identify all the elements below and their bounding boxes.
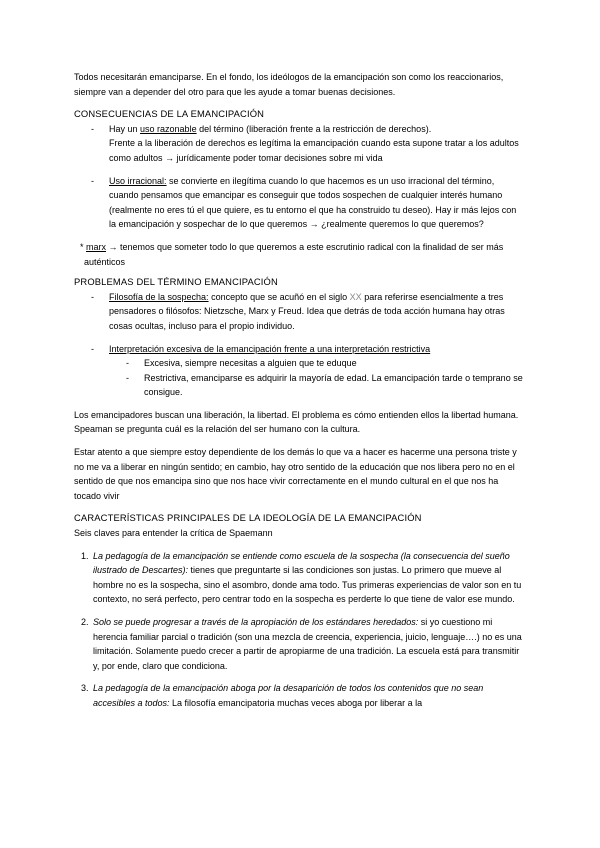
item-text: si yo cuestiono mi herencia familiar parcial o tradición (son una mezcla de creencia, experiencia, juicio, lenguaje….) no es una limitación. Solamente puedo crecer a partir de apropiarme de una tradición. La escuela está para transmitir y, por ende, claro que condiciona. [93,617,522,671]
document-page [74,70,524,711]
list-item: - Hay un uso razonable del término (liberación frente a la restricción de derechos). Frente a la liberación de derechos es legítima la emancipación cuando esta supone tratar a los adultos como adultos → jurídicamente poder tomar decisiones sobre mi vida [74,122,524,166]
list-item: - Filosofía de la sospecha: concepto que se acuñó en el siglo XX para referirse esencialmente a tres pensadores o filósofos: Nietzsche, Marx y Freud. Idea que detrás de toda acción humana hay otras cosas ocultas, incluso para el propio individuo. [74,290,524,334]
list-item [74,342,524,400]
section-subtitle: Seis claves para entender la crítica de Spaemann [74,528,273,539]
paragraph-estar-atento: Estar atento a que siempre estoy dependiente de los demás lo que va a hacer es hacerme una persona triste y no me va a liberar en ningún sentido; en cambio, hay otro sentido de la educación que nos libera pero no en el sentido de que nos emancipa sino que nos hace vivir correctamente en el mundo cultural en el que nos ha tocado vivir [74,447,517,501]
list-item: - Uso irracional: se convierte en ilegítima cuando lo que hacemos es un uso irracional del término, cuando pensamos que emancipar es conseguir que todos sospechen de cualquier interés humano (realmente no eres tú el que quiere, es tu entorno el que ha construido tu deseo). Hay ir más lejos con la emancipación y sospechar de lo que queremos → ¿realmente queremos lo que queremos? [74,174,524,232]
century-label: XX [349,291,362,302]
paragraph-emancipadores: Los emancipadores buscan una liberación, la libertad. El problema es cómo entienden ellos la libertad humana. [74,409,519,420]
section-heading-caracteristicas: CARACTERÍSTICAS PRINCIPALES DE LA IDEOLOGÍA DE LA EMANCIPACIÓN [74,512,422,524]
term-interpretacion: Interpretación excesiva de la emancipación frente a una interpretación restrictiva [109,343,431,354]
sublist-item: - Excesiva, siempre necesitas a alguien que te eduque [109,356,524,371]
item-lead: Solo se puede progresar a través de la apropiación de los estándares heredados: [93,617,419,627]
problemas-list [74,290,524,400]
item-lead: La pedagogía de la emancipación aboga por la desaparición de todos los contenidos que no sean accesibles a todos: [93,683,484,708]
list-item-continuation: Frente a la liberación de derechos es legítima la emancipación cuando esta supone tratar a los adultos como adultos → jurídicamente poder tomar decisiones sobre mi vida [109,138,519,163]
item-lead: La pedagogía de la emancipación se entiende como escuela de la sospecha (la consecuencia del sueño ilustrado de Descartes): [93,550,510,576]
numbered-item [74,549,524,607]
term-uso-razonable: uso razonable [140,123,197,134]
marx-note: * marx → tenemos que someter todo lo que queremos a este escrutinio radical con la finalidad de ser más auténticos [80,241,504,267]
intro-paragraph: Todos necesitarán emanciparse. En el fondo, los ideólogos de la emancipación son como los reaccionarios, siempre van a depender del otro para que les ayude a tomar buenas decisiones. [74,72,504,97]
numbered-item [74,615,524,673]
term-filosofia-sospecha: Filosofía de la sospecha: [109,291,209,302]
term-marx: marx [86,241,107,252]
interpretacion-sublist [109,356,524,400]
paragraph-speaman: Speaman se pregunta cuál es la relación del ser humano con la cultura. [74,424,361,435]
claves-list [74,549,524,711]
term-uso-irracional: Uso irracional: [109,175,167,186]
item-text: tienes que preguntarte si las condiciones son justas. Lo primero que mueve al hombre no es la sospecha, sino el asombro, donde ama todo. Tus primeras experiencias de valor son en tu contexto, no será perfecto, pero centrar todo en la sospecha es perderte lo que tiene de valor ese mundo. [93,565,522,605]
consecuencias-list [74,122,524,232]
item-text: La filosofía emancipatoria muchas veces aboga por liberar a la [169,697,423,708]
item-number: 1. [81,550,89,561]
numbered-item [74,681,524,710]
item-number: 2. [81,617,89,627]
section-heading-problemas: PROBLEMAS DEL TÉRMINO EMANCIPACIÓN [74,276,278,288]
sublist-item: - Restrictiva, emanciparse es adquirir la mayoría de edad. La emancipación tarde o temprano se consigue. [109,371,524,400]
section-heading-consecuencias: CONSECUENCIAS DE LA EMANCIPACIÓN [74,108,265,120]
item-number: 3. [81,683,89,694]
